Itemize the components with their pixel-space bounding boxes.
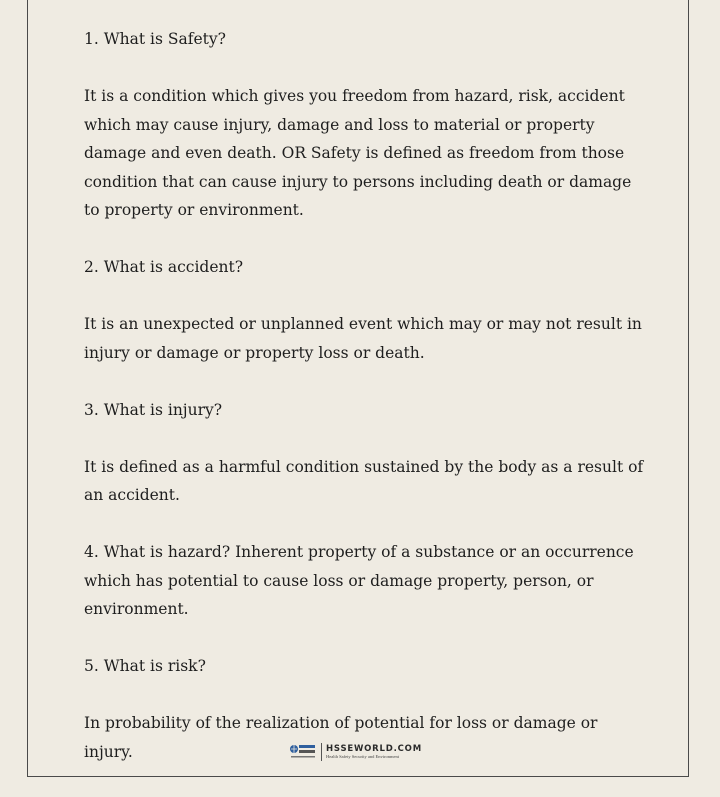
faq-answer-5: In probability of the realization of potential for loss or damage or injury. <box>84 714 598 761</box>
faq-answer-3: It is defined as a harmful condition sustained by the body as a result of an accident. <box>84 457 644 504</box>
faq-question-5: 5. What is risk? <box>84 657 206 675</box>
faq-question-1: 1. What is Safety? <box>84 30 226 48</box>
faq-answer-2: It is an unexpected or unplanned event which may or may not result in injury or damage or property loss or death. <box>84 315 642 362</box>
logo-text <box>326 745 422 760</box>
faq-question-2: 2. What is accident? <box>84 258 244 276</box>
faq-question-4: 4. What is hazard? Inherent property of a substance or an occurrence which has potential to cause loss or damage property, person, or environment. <box>84 543 634 618</box>
hsseworld-logo <box>289 741 429 763</box>
logo-divider <box>321 743 322 761</box>
globe-logo-icon <box>289 743 317 761</box>
faq-question-3: 3. What is injury? <box>84 400 223 419</box>
logo-tagline: Health Safety Security and Environment <box>326 754 399 759</box>
faq-answer-1: It is a condition which gives you freedom from hazard, risk, accident which may cause injury, damage and loss to material or property damage and even death. OR Safety is defined as freedom from those condition that can cause injury to persons including death or damage to property or environment. <box>84 87 632 219</box>
faq-content <box>84 25 644 795</box>
logo-site-name: HSSEWORLD.COM <box>326 743 422 754</box>
